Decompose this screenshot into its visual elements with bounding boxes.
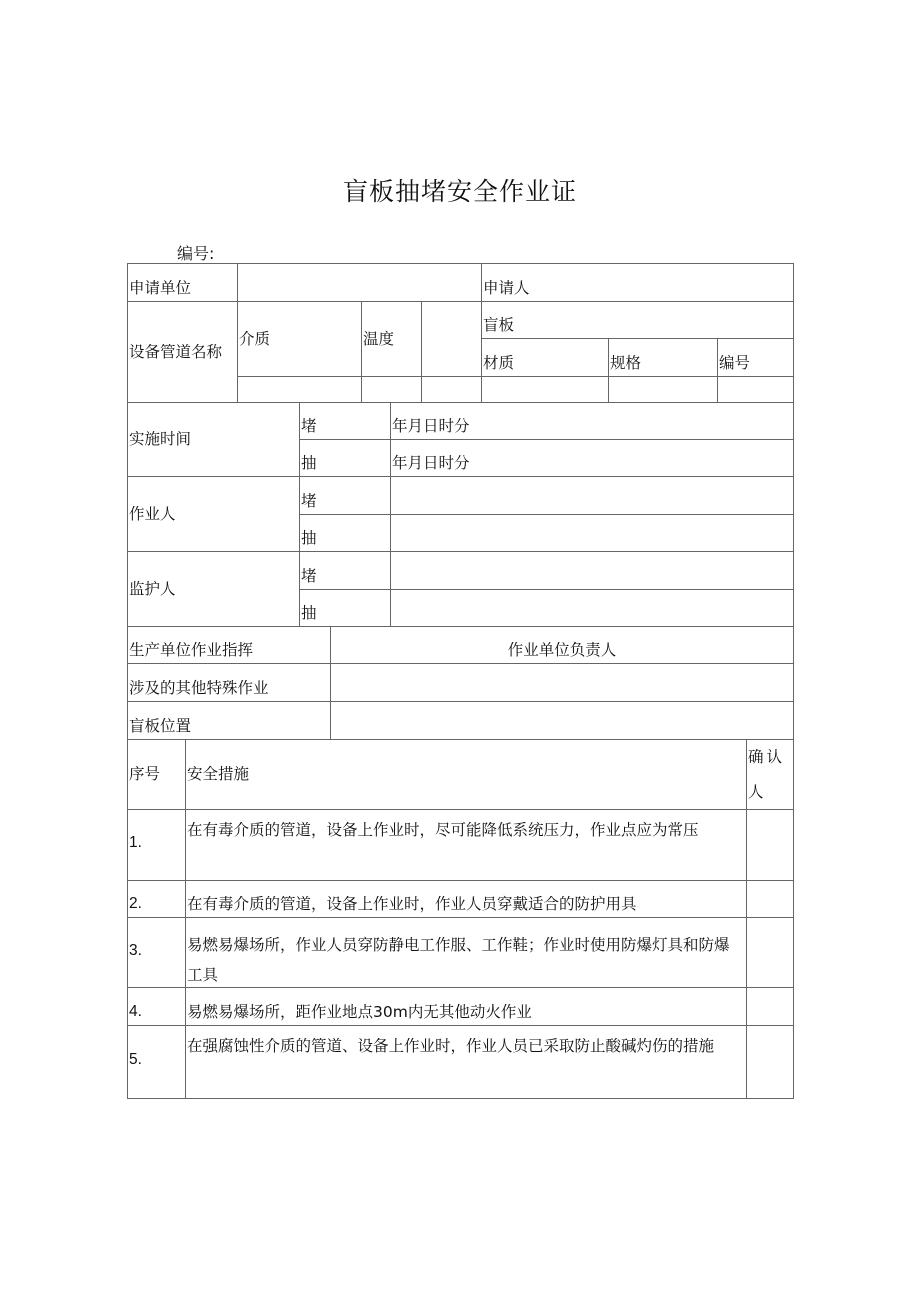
item-text: 在强腐蚀性介质的管道、设备上作业时，作业人员已采取防止酸碱灼伤的措施 [185, 1025, 747, 1099]
header-seq: 序号 [127, 739, 186, 810]
label-spec: 规格 [608, 338, 718, 377]
field-operator-pull[interactable] [390, 514, 794, 552]
label-commander: 生产单位作业指挥 [127, 626, 331, 664]
field-applicant-unit[interactable] [237, 263, 482, 302]
field-spec[interactable] [608, 376, 718, 403]
item-no: 5. [127, 1025, 186, 1099]
field-other-special[interactable] [330, 663, 794, 702]
item-text: 易燃易爆场所，距作业地点30m内无其他动火作业 [185, 987, 747, 1026]
label-work-unit-leader: 作业单位负责人 [330, 626, 794, 664]
field-guardian-block[interactable] [390, 551, 794, 590]
page-title: 盲板抽堵安全作业证 [342, 177, 577, 206]
field-material[interactable] [481, 376, 609, 403]
item-no: 3. [127, 917, 186, 988]
label-blind-plate: 盲板 [481, 301, 794, 339]
header-measure: 安全措施 [185, 739, 747, 810]
item-confirm[interactable] [746, 917, 794, 988]
item-confirm[interactable] [746, 987, 794, 1026]
field-guardian-pull[interactable] [390, 589, 794, 627]
field-extra[interactable] [421, 376, 482, 403]
field-temp-value[interactable] [361, 376, 422, 403]
label-medium: 介质 [237, 301, 362, 377]
item-text: 在有毒介质的管道，设备上作业时，作业人员穿戴适合的防护用具 [185, 880, 747, 918]
item-confirm[interactable] [746, 880, 794, 918]
label-equipment-name: 设备管道名称 [127, 301, 238, 403]
label-temperature: 温度 [361, 301, 422, 377]
label-guardian-block: 堵 [299, 551, 391, 590]
label-impl-time: 实施时间 [127, 402, 300, 477]
label-operator-pull: 抽 [299, 514, 391, 552]
field-medium[interactable] [237, 376, 362, 403]
label-applicant[interactable]: 申请人 [481, 263, 794, 302]
item-no: 1. [127, 809, 186, 881]
label-operator: 作业人 [127, 476, 300, 552]
item-confirm[interactable] [746, 809, 794, 881]
label-block: 堵 [299, 402, 391, 440]
label-guardian-pull: 抽 [299, 589, 391, 627]
item-confirm[interactable] [746, 1025, 794, 1099]
field-plate-position[interactable] [330, 701, 794, 740]
label-material: 材质 [481, 338, 609, 377]
number-label: 编号: [177, 244, 215, 263]
label-pull: 抽 [299, 439, 391, 477]
item-text: 在有毒介质的管道，设备上作业时，尽可能降低系统压力，作业点应为常压 [185, 809, 747, 881]
field-block-time[interactable]: 年月日时分 [390, 402, 794, 440]
field-plate-no[interactable] [717, 376, 794, 403]
label-plate-position: 盲板位置 [127, 701, 331, 740]
label-guardian: 监护人 [127, 551, 300, 627]
item-no: 4. [127, 987, 186, 1026]
field-operator-block[interactable] [390, 476, 794, 515]
label-plate-no: 编号 [717, 338, 794, 377]
item-text: 易燃易爆场所，作业人员穿防静电工作服、工作鞋；作业时使用防爆灯具和防爆工具 [185, 917, 747, 988]
header-confirm: 确认人 [746, 739, 794, 810]
field-temperature[interactable] [421, 301, 482, 377]
label-applicant-unit: 申请单位 [127, 263, 238, 302]
label-other-special: 涉及的其他特殊作业 [127, 663, 331, 702]
item-no: 2. [127, 880, 186, 918]
label-operator-block: 堵 [299, 476, 391, 515]
field-pull-time[interactable]: 年月日时分 [390, 439, 794, 477]
